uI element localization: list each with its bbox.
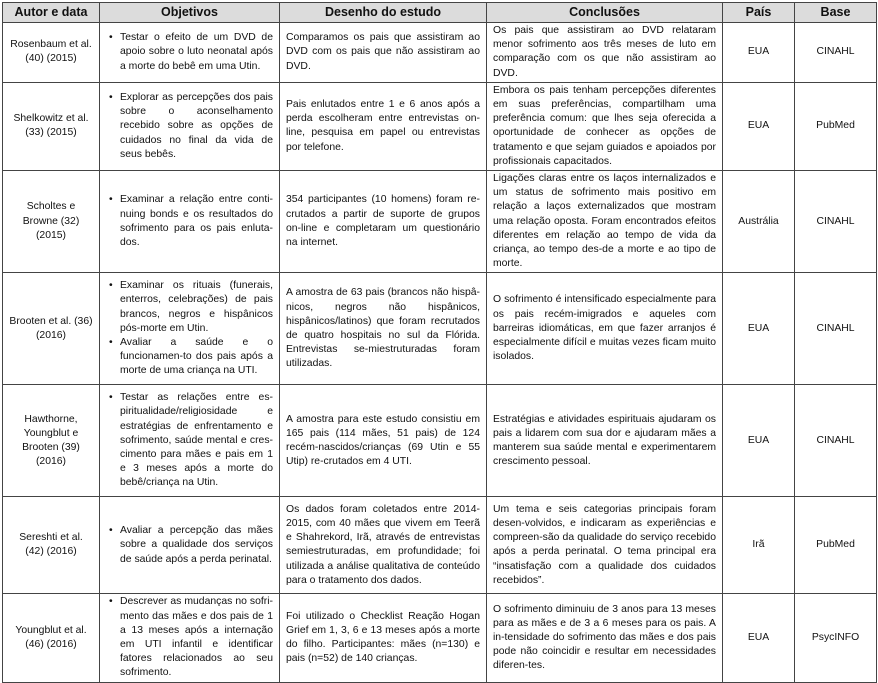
- objectives-list: [106, 193, 273, 250]
- table-row: [3, 82, 877, 170]
- author-cell: Shelkowitz et al. (33) (2015): [3, 82, 100, 170]
- objectives-list: [106, 279, 273, 378]
- author-cell: Rosenbaum et al. (40) (2015): [3, 23, 100, 83]
- conclusions-cell: O sofrimento diminuiu de 3 anos para 13 meses para as mães e de 3 a 6 meses para os pais. A in-tensidade do sofrimento das mães e dos pais pode não coincidir e resultar em necessidades diferen-tes.: [487, 594, 723, 682]
- header-author: Autor e data: [3, 3, 100, 23]
- country-cell: Irã: [723, 497, 795, 594]
- header-base: Base: [795, 3, 877, 23]
- objectives-cell: [100, 273, 280, 385]
- conclusions-cell: Ligações claras entre os laços internalizados e um status de sofrimento mais positivo em relação a laços externalizados que mostram uma relação oposta. Foram encontrados efeitos diferentes em relação ao tempo de vida da criança, ao tempo des-de a morte e ao tipo de morte.: [487, 171, 723, 273]
- base-cell: CINAHL: [795, 385, 877, 497]
- header-objectives: Objetivos: [100, 3, 280, 23]
- objectives-cell: [100, 171, 280, 273]
- header-row: [3, 3, 877, 23]
- conclusions-cell: Um tema e seis categorias principais foram desen-volvidos, e indicaram as experiências e compreen-são da qualidade do serviço recebido após a perda perinatal. O tema principal era “insatisfação com a qualidade dos cuidados recebidos”.: [487, 497, 723, 594]
- conclusions-cell: Os pais que assistiram ao DVD relataram menor sofrimento aos três meses de luto em comparação com os que não assistiram ao DVD.: [487, 23, 723, 83]
- objective-item: • Descrever as mudanças no sofri-mento das mães e dos pais de 1 a 13 meses após a internação em UTI infantil e identificar fatores relacionados ao seu sofrimento.: [120, 595, 273, 680]
- header-conclusions: Conclusões: [487, 3, 723, 23]
- objectives-cell: [100, 385, 280, 497]
- country-cell: EUA: [723, 23, 795, 83]
- design-cell: 354 participantes (10 homens) foram re-crutados a partir de suporte de grupos on-line e completaram um questionário na internet.: [280, 171, 487, 273]
- country-cell: Austrália: [723, 171, 795, 273]
- table-row: [3, 23, 877, 83]
- base-cell: CINAHL: [795, 273, 877, 385]
- author-cell: Hawthorne, Youngblut e Brooten (39) (2016): [3, 385, 100, 497]
- design-cell: Os dados foram coletados entre 2014-2015, com 40 mães que vivem em Teerã e Shahrekord, Irã, através de entrevistas semiestruturadas, em profundidade; foi utilizada a análise qualitativa de conteúdo para o tratamento dos dados.: [280, 497, 487, 594]
- design-cell: Foi utilizado o Checklist Reação Hogan Grief em 1, 3, 6 e 13 meses após a morte do filho. Participantes: mães (n=130) e pais (n=52) de 140 crianças.: [280, 594, 487, 682]
- objective-item: • Explorar as percepções dos pais sobre o aconselhamento recebido sobre as opções de cuidados no final da vida de seus bebês.: [120, 91, 273, 162]
- author-cell: Scholtes e Browne (32) (2015): [3, 171, 100, 273]
- objectives-cell: [100, 497, 280, 594]
- design-cell: Pais enlutados entre 1 e 6 anos após a perda escolheram entre entrevistas on-line, pesquisa em papel ou entrevistas por telefone.: [280, 82, 487, 170]
- objectives-list: [106, 91, 273, 162]
- objectives-list: [106, 391, 273, 490]
- author-cell: Brooten et al. (36) (2016): [3, 273, 100, 385]
- base-cell: CINAHL: [795, 171, 877, 273]
- author-cell: Youngblut et al. (46) (2016): [3, 594, 100, 682]
- objective-item: • Avaliar a saúde e o funcionamen-to dos pais após a morte de uma criança na UTI.: [120, 336, 273, 379]
- objective-item: • Examinar a relação entre conti-nuing bonds e os resultados do sofrimento para os pais enluta-dos.: [120, 193, 273, 250]
- base-cell: CINAHL: [795, 23, 877, 83]
- objective-item: • Testar as relações entre es-piritualidade/religiosidade e estratégias de enfrentamento e sofrimento, saúde mental e cres-cimento para mães e pais em 1 e 3 meses após a morte do bebê/criança na Utin.: [120, 391, 273, 490]
- objectives-cell: [100, 82, 280, 170]
- country-cell: EUA: [723, 385, 795, 497]
- conclusions-cell: Embora os pais tenham percepções diferentes em suas preferências, compartilham uma preferência comum: que lhes seja oferecida a oportunidade de conhecer as opções de tratamento e que sejam guiados e apoiados por profissionais capacitados.: [487, 82, 723, 170]
- table-row: [3, 273, 877, 385]
- design-cell: Comparamos os pais que assistiram ao DVD com os pais que não assistiram ao DVD.: [280, 23, 487, 83]
- objectives-cell: [100, 23, 280, 83]
- objective-item: • Avaliar a percepção das mães sobre a qualidade dos serviços de saúde após a perda perinatal.: [120, 524, 273, 567]
- conclusions-cell: O sofrimento é intensificado especialmente para os pais recém-imigrados e aqueles com barreiras idiomáticas, em que fazer arranjos é especialmente difícil e muitas vezes ficam muito isolados.: [487, 273, 723, 385]
- author-cell: Sereshti et al. (42) (2016): [3, 497, 100, 594]
- objective-item: • Testar o efeito de um DVD de apoio sobre o luto neonatal após a morte do bebê em uma Utin.: [120, 31, 273, 74]
- objectives-cell: [100, 594, 280, 682]
- base-cell: PsycINFO: [795, 594, 877, 682]
- country-cell: EUA: [723, 273, 795, 385]
- header-design: Desenho do estudo: [280, 3, 487, 23]
- table-row: [3, 497, 877, 594]
- country-cell: EUA: [723, 594, 795, 682]
- design-cell: A amostra para este estudo consistiu em 165 pais (114 mães, 51 pais) de 124 recém-nascidos/crianças (69 Utin e 55 Utip) re-crutados em 4 UTI.: [280, 385, 487, 497]
- table-row: [3, 385, 877, 497]
- country-cell: EUA: [723, 82, 795, 170]
- base-cell: PubMed: [795, 82, 877, 170]
- table-row: [3, 594, 877, 682]
- design-cell: A amostra de 63 pais (brancos não hispâ-nicos, negros não hispânicos, hispânicos/latinos) que foram recrutados de quatro hospitais no sul da Flórida. Entrevistas se-miestruturadas foram utilizadas.: [280, 273, 487, 385]
- studies-table: [2, 2, 877, 683]
- table-row: [3, 171, 877, 273]
- objectives-list: [106, 31, 273, 74]
- conclusions-cell: Estratégias e atividades espirituais ajudaram os pais a lidarem com sua dor e ajudaram mães a manterem sua saúde mental e experimentarem crescimento pessoal.: [487, 385, 723, 497]
- objectives-list: [106, 524, 273, 567]
- header-country: País: [723, 3, 795, 23]
- base-cell: PubMed: [795, 497, 877, 594]
- objectives-list: [106, 595, 273, 680]
- objective-item: • Examinar os rituais (funerais, enterros, celebrações) de pais brancos, negros e hispânicos pós-morte em Utin.: [120, 279, 273, 336]
